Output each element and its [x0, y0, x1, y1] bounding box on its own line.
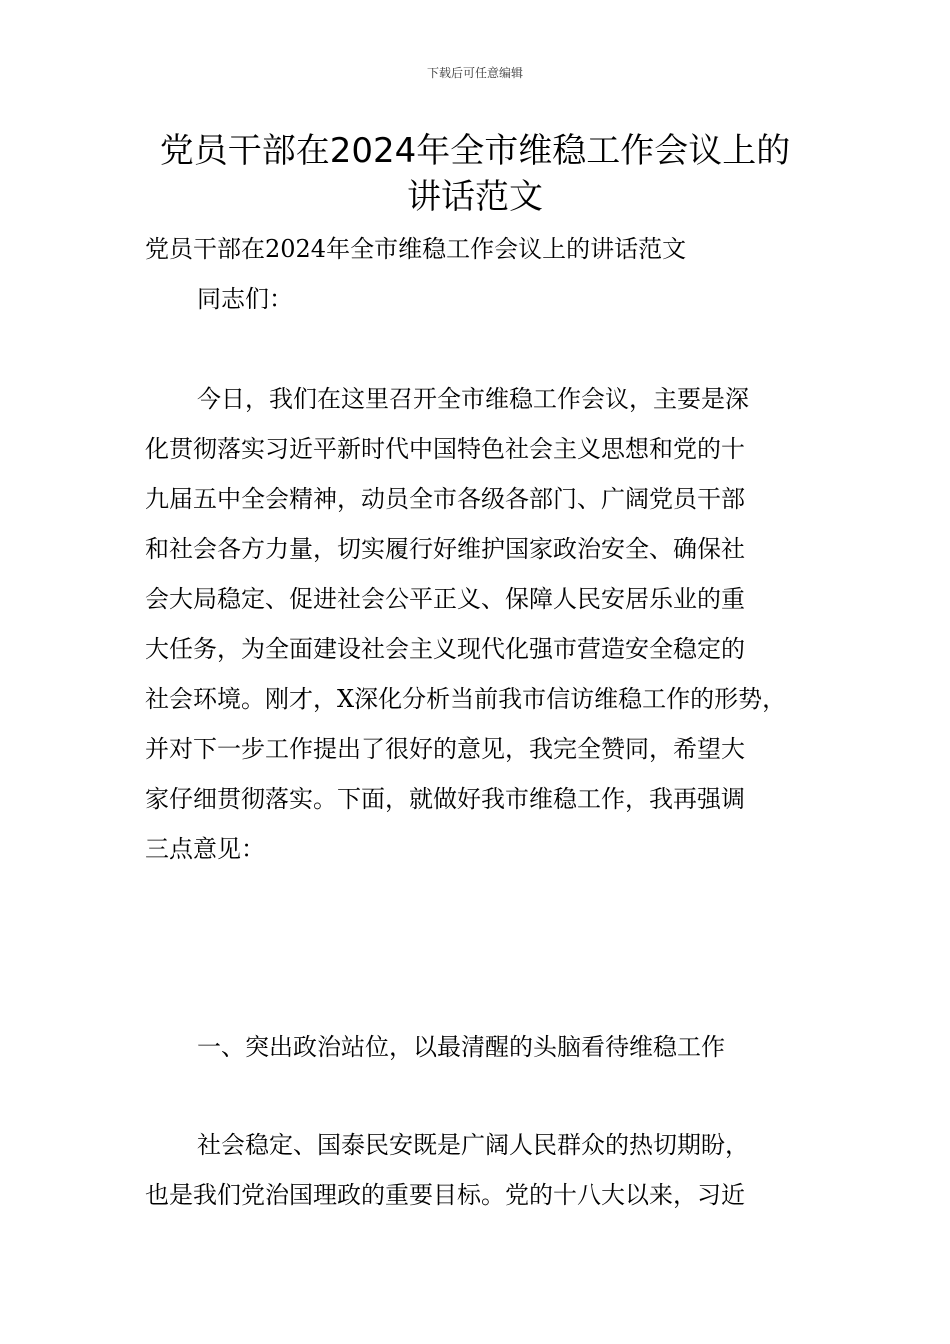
document-title — [120, 128, 830, 220]
paragraph-line: 大任务，为全面建设社会主义现代化强市营造安全稳定的 — [145, 635, 745, 663]
paragraph-line: 化贯彻落实习近平新时代中国特色社会主义思想和党的十 — [145, 435, 745, 463]
title-line: 党员干部在2024年全市维稳工作会议上的 — [159, 131, 791, 171]
section-heading-text: 一、突出政治站位，以最清醒的头脑看待维稳工作 — [197, 1033, 725, 1061]
paragraph-line: 和社会各方力量，切实履行好维护国家政治安全、确保社 — [145, 535, 745, 563]
paragraph-line: 社会稳定、国泰民安既是广阔人民群众的热切期盼， — [197, 1131, 749, 1159]
paragraph-line: 社会环境。刚才，X深化分析当前我市信访维稳工作的形势， — [145, 685, 787, 713]
paragraph-line: 三点意见： — [145, 835, 265, 863]
intro-paragraph — [145, 374, 825, 874]
greeting — [145, 274, 825, 324]
section-heading-1 — [145, 1022, 825, 1072]
paragraph-line: 会大局稳定、促进社会公平正义、保障人民安居乐业的重 — [145, 585, 745, 613]
paragraph-line: 并对下一步工作提出了很好的意见，我完全赞同，希望大 — [145, 735, 745, 763]
subtitle-text: 党员干部在2024年全市维稳工作会议上的讲话范文 — [145, 235, 687, 263]
header-note: 下载后可任意编辑 — [426, 66, 523, 80]
section-1-paragraph — [145, 1120, 825, 1220]
paragraph-line: 也是我们党治国理政的重要目标。党的十八大以来，习近 — [145, 1181, 745, 1209]
paragraph-line: 家仔细贯彻落实。下面，就做好我市维稳工作，我再强调 — [145, 785, 745, 813]
paragraph-line: 九届五中全会精神，动员全市各级各部门、广阔党员干部 — [145, 485, 745, 513]
subtitle — [145, 224, 825, 274]
paragraph-line: 今日，我们在这里召开全市维稳工作会议，主要是深 — [197, 385, 749, 413]
title-line: 讲话范文 — [407, 177, 543, 217]
greeting-text: 同志们： — [197, 285, 293, 313]
